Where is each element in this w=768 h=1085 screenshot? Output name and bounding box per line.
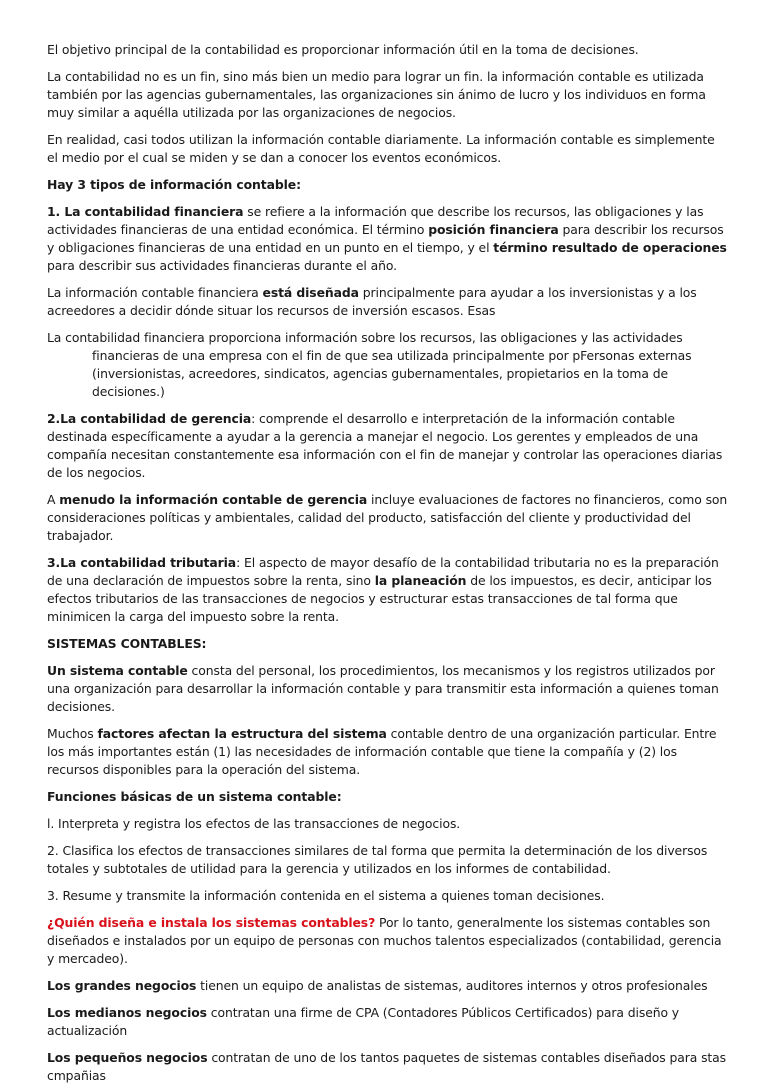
paragraph-contabilidad-tributaria: 3.La contabilidad tributaria: El aspecto de mayor desafío de la contabilidad tributaria no es la preparación de una declaración de impuestos sobre la renta, sino la planeación de los impuestos, es decir, anticipar los efectos tributarios de las transacciones de negocios y estructurar estas transacciones de tal forma que minimicen la carga del impuesto sobre la renta.: [47, 555, 719, 624]
paragraph-factores: Muchos factores afectan la estructura del sistema contable dentro de una organización particular. Entre los más importantes están (1) las necesidades de información contable que tiene la compañía y (2) los recursos disponibles para la operación del sistema.: [47, 726, 717, 777]
heading-tipos: Hay 3 tipos de información contable:: [47, 177, 301, 192]
paragraph-objetivo: El objetivo principal de la contabilidad es proporcionar información útil en la toma de decisiones.: [47, 42, 639, 57]
paragraph-proporciona: La contabilidad financiera proporciona información sobre los recursos, las obligaciones y las actividades financieras de una empresa con el fin de que sea utilizada principalmente por pFersonas externas (inversionistas, acreedores, sindicatos, agencias gubernamentales, propietarios en la toma de decisiones.): [47, 330, 692, 399]
heading-sistemas: SISTEMAS CONTABLES:: [47, 636, 207, 651]
paragraph-pequenos-negocios: Los pequeños negocios contratan de uno de los tantos paquetes de sistemas contables diseñados para stas cmpañias: [47, 1050, 727, 1083]
paragraph-medianos-negocios: Los medianos negocios contratan una firme de CPA (Contadores Públicos Certificados) para diseño y actualización: [47, 1005, 680, 1038]
paragraph-grandes-negocios: Los grandes negocios tienen un equipo de analistas de sistemas, auditores internos y otros profesionales: [47, 978, 708, 993]
paragraph-contabilidad-gerencia: 2.La contabilidad de gerencia: comprende el desarrollo e interpretación de la información contable destinada específicamente a ayudar a la gerencia a manejar el negocio. Los gerentes y empleados de una compañía necesitan constantemente esa información con el fin de manejar y controlar las operaciones diarias de los negocios.: [47, 411, 723, 480]
paragraph-disenada: La información contable financiera está diseñada principalmente para ayudar a los inversionistas y a los acreedores a decidir dónde situar los recursos de inversión escasos. Esas: [47, 285, 697, 318]
list-item-funcion-1: l. Interpreta y registra los efectos de las transacciones de negocios.: [47, 816, 461, 831]
heading-funciones: Funciones básicas de un sistema contable:: [47, 789, 342, 804]
paragraph-medio: La contabilidad no es un fin, sino más bien un medio para lograr un fin. la información contable es utilizada también por las agencias gubernamentales, las organizaciones sin ánimo de lucro y los individuos en forma muy similar a aquélla utilizada por las organizaciones de negocios.: [47, 69, 706, 120]
paragraph-contabilidad-financiera: 1. La contabilidad financiera se refiere a la información que describe los recursos, las obligaciones y las actividades financieras de una entidad económica. El término posición financiera para describir los recursos y obligaciones financieras de una entidad en un punto en el tiempo, y el término resultado de operaciones para describir sus actividades financieras durante el año.: [47, 204, 727, 273]
paragraph-menudo: A menudo la información contable de gerencia incluye evaluaciones de factores no financieros, como son consideraciones políticas y ambientales, calidad del producto, satisfacción del cliente y productividad del trabajador.: [47, 492, 728, 543]
paragraph-quien-disena: ¿Quién diseña e instala los sistemas contables? Por lo tanto, generalmente los sistemas contables son diseñados e instalados por un equipo de personas con muchos talentos especializados (contabilidad, gerencia y mercadeo).: [47, 915, 722, 966]
paragraph-sistema-contable: Un sistema contable consta del personal, los procedimientos, los mecanismos y los registros utilizados por una organización para desarrollar la información contable y para transmitir esta información a quienes toman decisiones.: [47, 663, 719, 714]
list-item-funcion-3: 3. Resume y transmite la información contenida en el sistema a quienes toman decisiones.: [47, 888, 605, 903]
list-item-funcion-2: 2. Clasifica los efectos de transacciones similares de tal forma que permita la determinación de los diversos totales y subtotales de utilidad para la gerencia y utilizados en los informes de contabilidad.: [47, 843, 708, 876]
paragraph-realidad: En realidad, casi todos utilizan la información contable diariamente. La información contable es simplemente el medio por el cual se miden y se dan a conocer los eventos económicos.: [47, 132, 715, 165]
